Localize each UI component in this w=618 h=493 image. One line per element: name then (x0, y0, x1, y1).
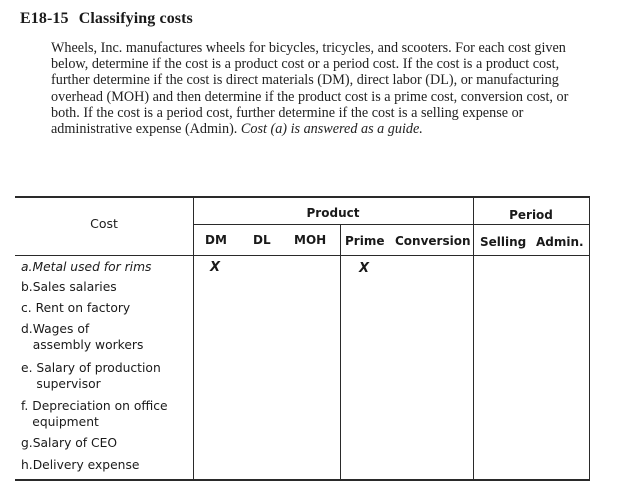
column-header-admin: Admin. (536, 235, 584, 249)
mark-prime: X (359, 261, 370, 276)
period-header: Period (509, 208, 553, 222)
row-cost-label: Sales salaries (32, 280, 117, 294)
cost-column-divider (193, 196, 194, 481)
table-row (21, 360, 186, 392)
column-header-rule (15, 255, 590, 256)
row-letter: a. (21, 260, 33, 274)
row-cost-label: Wages of assembly workers (32, 322, 144, 352)
table-row (21, 321, 181, 353)
row-letter: e. (21, 361, 33, 375)
instructions-text: Wheels, Inc. manufactures wheels for bicycles, tricycles, and scooters. For each cost given below, determine if the cost is a product cost or a period cost. If the cost is a product cost, further determine if the cost is direct materials (DM), direct labor (DL), or manufacturing overhead (MOH) and then determine if the product cost is a prime cost, conversion cost, or both. If the cost is a period cost, further determine if the cost is a selling expense or administrative expense (Admin). (51, 40, 569, 138)
classification-table (15, 196, 590, 481)
product-header-rule (193, 224, 590, 225)
row-cost-label: Rent on factory (35, 301, 131, 315)
table-row (21, 398, 193, 430)
row-letter: b. (21, 280, 33, 294)
column-header-moh: MOH (294, 233, 327, 247)
product-period-divider (473, 196, 474, 481)
exercise-title: Classifying costs (78, 10, 193, 27)
exercise-heading (20, 10, 193, 28)
table-row (21, 279, 117, 295)
row-cost-label: Metal used for rims (32, 260, 152, 274)
row-letter: d. (21, 322, 33, 336)
table-row (21, 300, 130, 316)
row-cost-label: Salary of production supervisor (36, 361, 161, 391)
row-cost-label: Depreciation on office equipment (32, 399, 168, 429)
column-header-dl: DL (253, 233, 271, 247)
row-letter: c. (21, 301, 32, 315)
exercise-instructions (51, 40, 599, 137)
table-row (21, 457, 139, 473)
instructions-note: Cost (a) is answered as a guide. (240, 121, 423, 138)
table-right-edge (589, 196, 590, 481)
column-header-prime: Prime (345, 234, 385, 248)
column-header-selling: Selling (480, 235, 527, 249)
row-letter: h. (21, 458, 33, 472)
row-cost-label: Delivery expense (32, 458, 140, 472)
row-letter: f. (21, 399, 29, 413)
table-row (21, 435, 117, 451)
table-bottom-rule (15, 479, 590, 481)
table-row (21, 259, 151, 275)
product-header: Product (306, 206, 360, 220)
table-top-rule (15, 196, 590, 198)
cost-header: Cost (90, 216, 118, 231)
exercise-number: E18-15 (20, 10, 69, 27)
row-letter: g. (21, 436, 33, 450)
column-header-dm: DM (205, 233, 227, 247)
mark-dm: X (210, 260, 221, 275)
column-header-conversion: Conversion (395, 234, 471, 248)
row-cost-label: Salary of CEO (32, 436, 118, 450)
moh-prime-divider (340, 225, 341, 481)
